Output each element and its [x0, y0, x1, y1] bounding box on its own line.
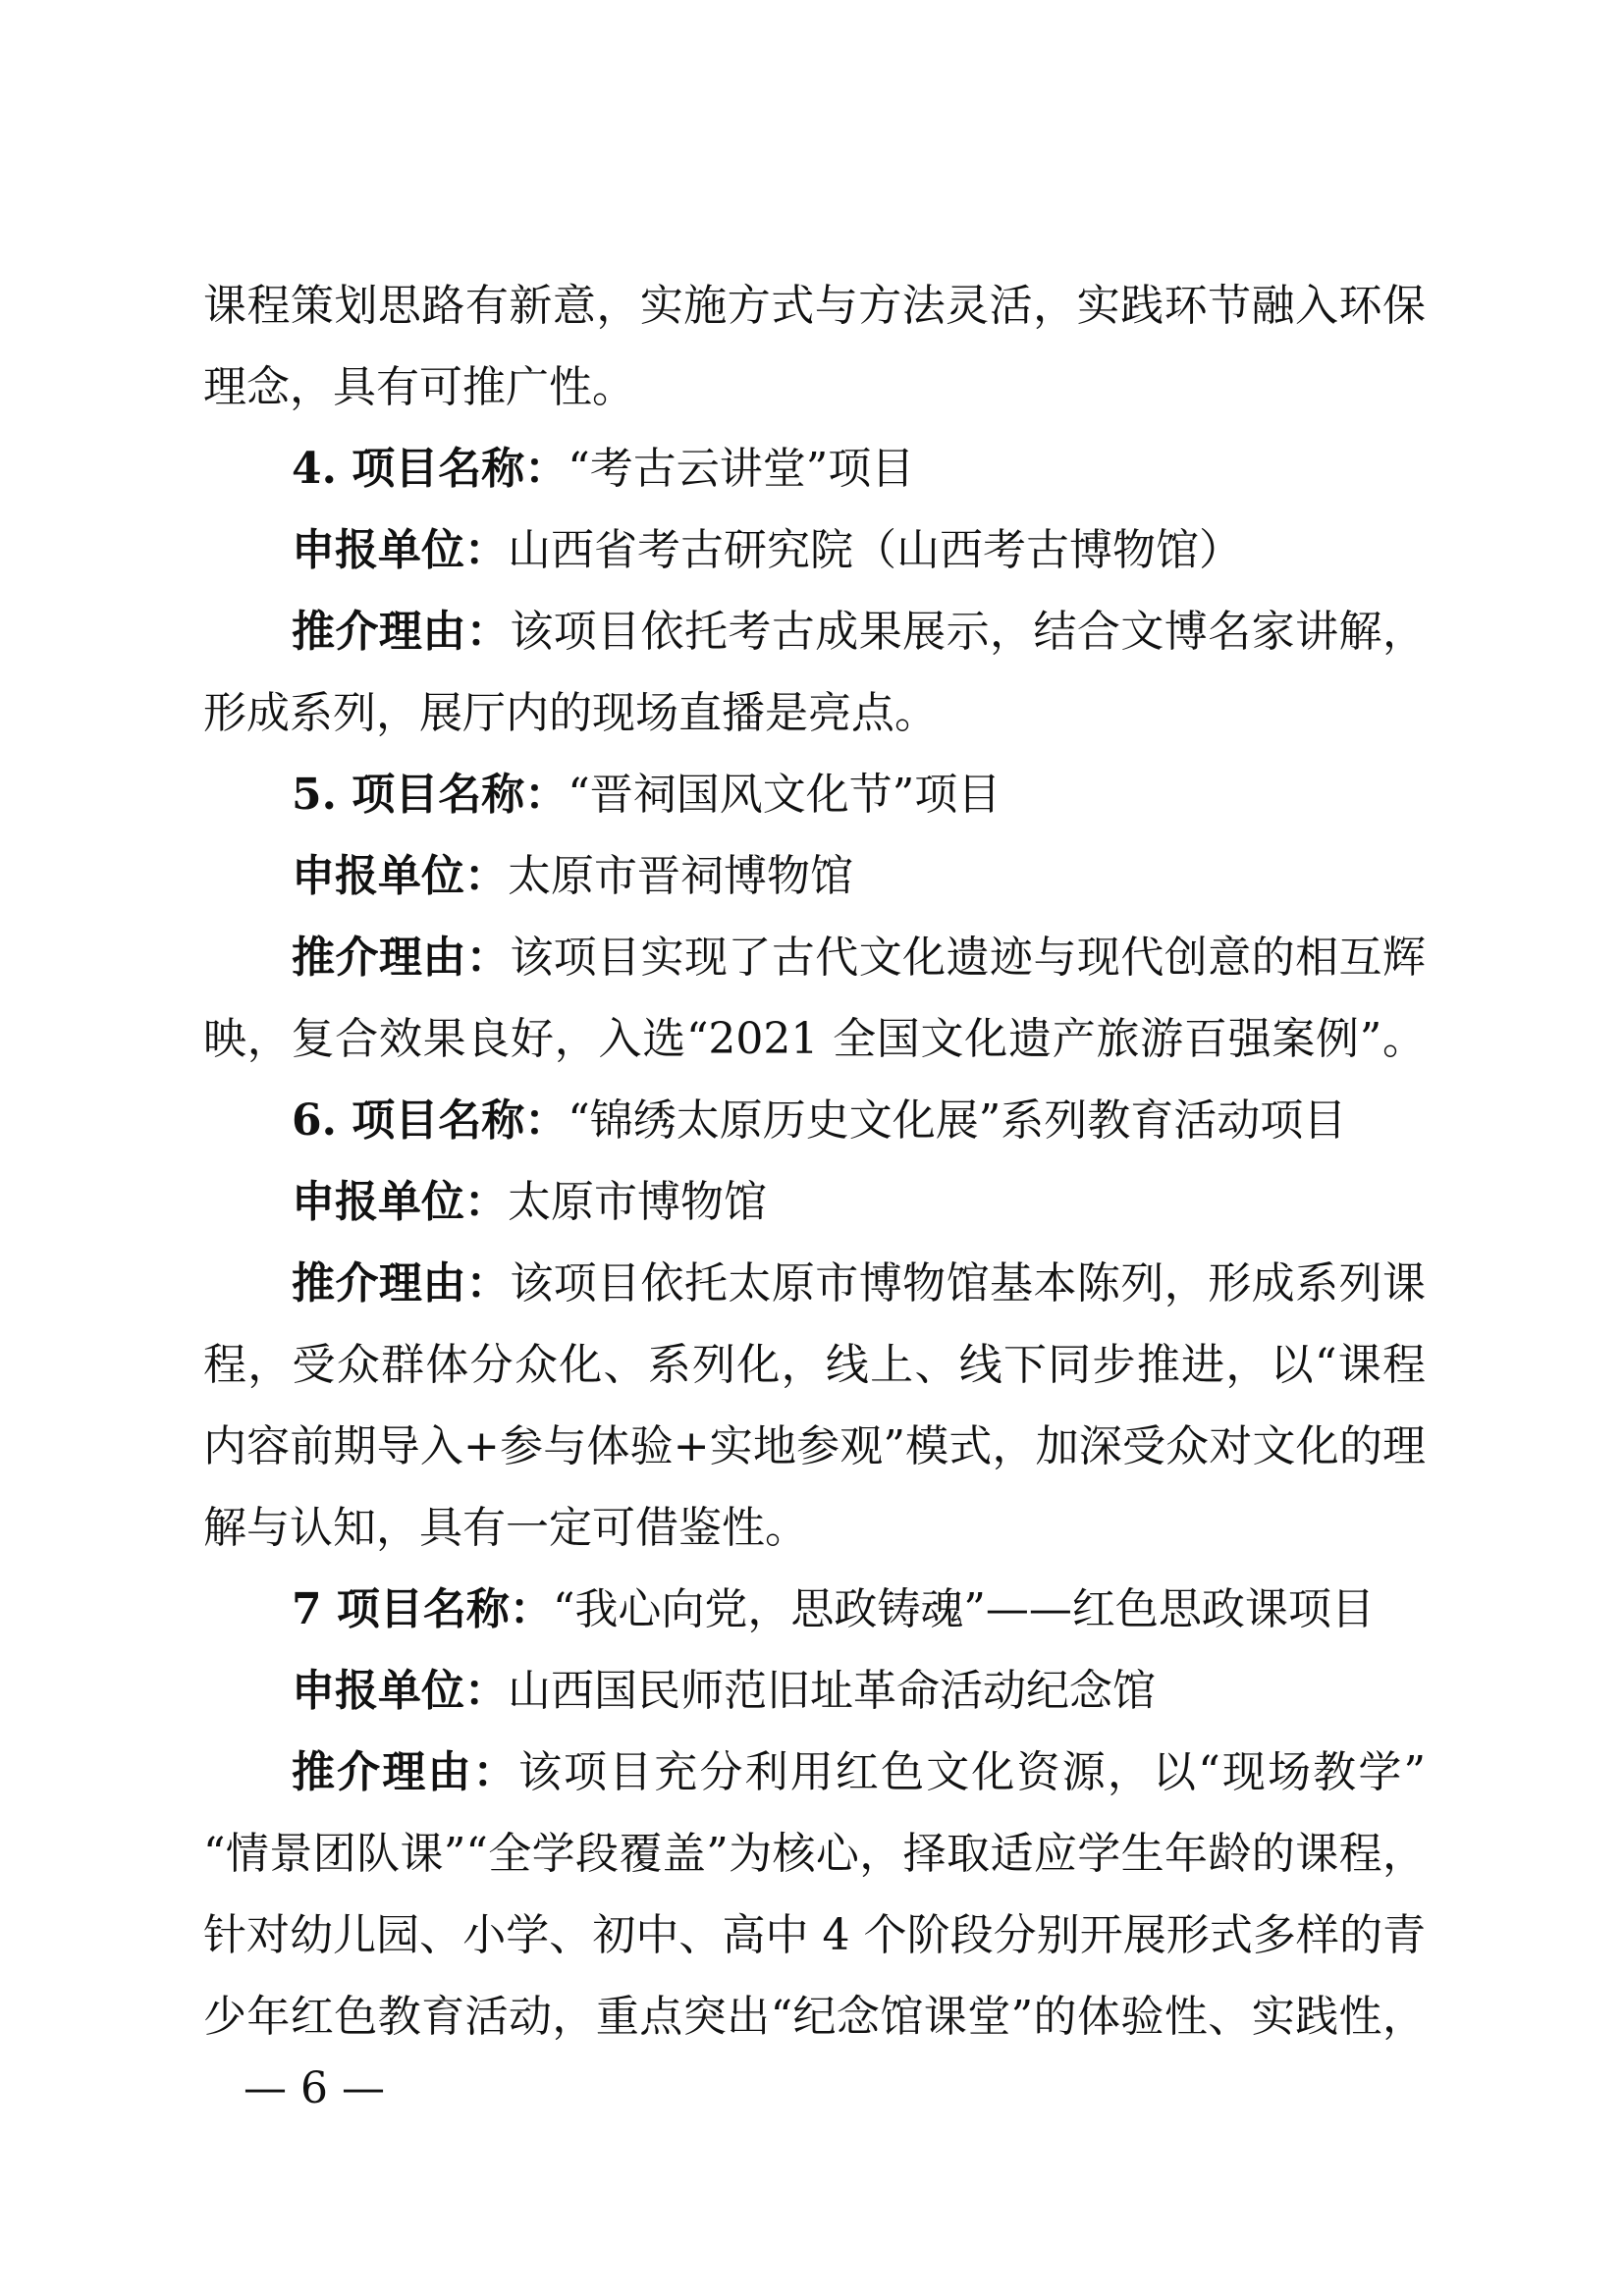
field-value: 该项目充分利用红色文化资源，以“现场教学” — [517, 1747, 1426, 1797]
project-name-line — [0, 438, 1624, 501]
field-label: 推介理由： — [292, 1747, 518, 1797]
field-label: 7 项目名称： — [292, 1584, 553, 1634]
field-label: 推介理由： — [292, 607, 511, 657]
applicant-line — [0, 519, 1624, 582]
field-value: 该项目依托太原市博物馆基本陈列，形成系列课 — [510, 1258, 1427, 1308]
body-line: 映，复合效果良好，入选“2021 全国文化遗产旅游百强案例”。 — [203, 1014, 1426, 1064]
field-value: 该项目实现了古代文化遗迹与现代创意的相互辉 — [510, 933, 1427, 983]
field-label: 申报单位： — [292, 525, 508, 575]
body-line: 理念，具有可推广性。 — [203, 362, 635, 412]
field-label: 5. 项目名称： — [292, 770, 568, 820]
body-line: 少年红色教育活动，重点突出“纪念馆课堂”的体验性、实践性， — [203, 1992, 1426, 2042]
applicant-line — [0, 1171, 1624, 1234]
field-label: 申报单位： — [292, 1177, 508, 1227]
field-label: 6. 项目名称： — [292, 1095, 568, 1146]
field-value: 该项目依托考古成果展示，结合文博名家讲解， — [510, 607, 1427, 657]
project-name-line — [0, 764, 1624, 827]
field-label: 申报单位： — [292, 1666, 508, 1716]
field-label: 推介理由： — [292, 1258, 511, 1308]
body-line: 内容前期导入+参与体验+实地参观”模式，加深受众对文化的理 — [203, 1421, 1426, 1471]
project-name-line — [0, 1578, 1624, 1641]
field-value: “锦绣太原历史文化展”系列教育活动项目 — [568, 1095, 1347, 1146]
field-value: “考古云讲堂”项目 — [568, 444, 915, 494]
reason-line — [0, 1253, 1624, 1315]
field-value: 山西省考古研究院（山西考古博物馆） — [508, 525, 1242, 575]
body-line: 程，受众群体分众化、系列化，线上、线下同步推进，以“课程 — [203, 1340, 1426, 1390]
field-value: 山西国民师范旧址革命活动纪念馆 — [508, 1666, 1156, 1716]
field-value: 太原市博物馆 — [508, 1177, 767, 1227]
body-line: 课程策划思路有新意，实施方式与方法灵活，实践环节融入环保 — [203, 281, 1426, 331]
applicant-line — [0, 845, 1624, 908]
body-line: 解与认知，具有一定可借鉴性。 — [203, 1503, 808, 1553]
field-label: 推介理由： — [292, 933, 511, 983]
applicant-line — [0, 1660, 1624, 1723]
reason-line — [0, 927, 1624, 989]
field-value: “晋祠国风文化节”项目 — [568, 770, 1001, 820]
project-name-line — [0, 1090, 1624, 1152]
field-value: “我心向党，思政铸魂”——红色思政课项目 — [552, 1584, 1375, 1634]
page-number: — 6 — — [244, 2063, 385, 2113]
field-label: 申报单位： — [292, 851, 508, 901]
field-value: 太原市晋祠博物馆 — [508, 851, 853, 901]
field-label: 4. 项目名称： — [292, 444, 568, 494]
reason-line — [0, 601, 1624, 664]
body-line: 形成系列，展厅内的现场直播是亮点。 — [203, 688, 938, 738]
reason-line — [0, 1741, 1624, 1804]
body-line: “情景团队课”“全学段覆盖”为核心，择取适应学生年龄的课程， — [203, 1829, 1426, 1879]
body-line: 针对幼儿园、小学、初中、高中 4 个阶段分别开展形式多样的青 — [203, 1910, 1426, 1960]
